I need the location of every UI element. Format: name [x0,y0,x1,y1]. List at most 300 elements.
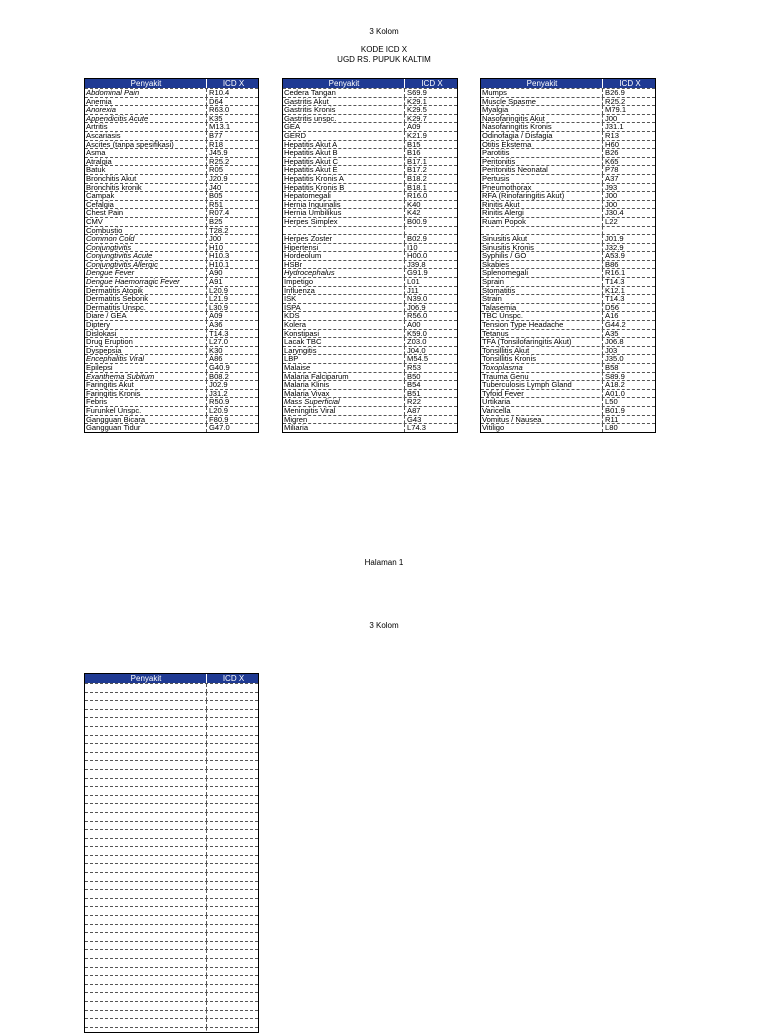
disease-name: Cedera Tangan [284,89,336,97]
empty-cell [206,744,258,752]
icd-code: D56 [602,304,655,312]
icd-code: L01 [404,278,457,286]
disease-name: Combustio [86,226,123,235]
empty-row [85,1027,258,1033]
table-row [283,148,457,157]
disease-name: Common Cold [86,235,135,243]
empty-row [85,769,258,778]
icd-code: J31.1 [602,123,655,131]
header-icd: ICD X [206,79,258,88]
disease-name: Gastritis Akut [284,97,329,106]
disease-name: Exanthema Subitum [86,372,155,381]
table-row [85,406,258,415]
empty-cell [85,684,206,692]
icd-code: J20.9 [206,175,258,183]
table-row [283,217,457,226]
icd-code: R16.0 [404,192,457,200]
disease-name: Impetigo [284,278,314,286]
empty-row [85,812,258,821]
empty-cell [206,1028,258,1033]
icd-code: B26.9 [602,89,655,97]
table-row [481,217,655,226]
empty-cell [85,933,206,941]
table-row [283,406,457,415]
table-row [481,380,655,389]
table-row [85,337,258,346]
empty-cell [85,899,206,907]
disease-name: Stomatitis [482,286,516,295]
table-row [481,260,655,269]
empty-cell [85,847,206,855]
empty-cell [85,959,206,967]
empty-cell [206,890,258,898]
icd-code: M13.1 [206,123,258,131]
table-row [481,157,655,166]
empty-cell [206,710,258,718]
empty-row [85,984,258,993]
empty-cell [206,1002,258,1010]
table-row [481,337,655,346]
table-row [283,363,457,372]
empty-row [85,906,258,915]
table-row [85,397,258,406]
table-row [85,217,258,226]
header-penyakit: Penyakit [526,79,558,88]
empty-row [85,975,258,984]
table-row [283,346,457,355]
table-row [283,183,457,192]
icd-code: J40 [206,184,258,192]
icd-code: R53 [404,364,457,372]
icd-code: K59.0 [404,330,457,338]
icd-code: L22 [602,218,655,226]
empty-cell [85,761,206,769]
table-row [85,268,258,277]
empty-cell [85,787,206,795]
empty-cell [85,890,206,898]
table-row [283,122,457,131]
empty-row [85,915,258,924]
table-row [481,131,655,140]
disease-name: Tonsillitis Akut [482,346,530,355]
empty-row [85,967,258,976]
icd-code: T28.2 [206,227,258,235]
icd-code: N39.0 [404,295,457,303]
empty-cell [85,925,206,933]
table-row [481,243,655,252]
icd-code: B25 [206,218,258,226]
disease-name: Faringitis Kronis [86,389,141,398]
table-row [85,354,258,363]
icd-code: J11 [404,287,457,295]
disease-name: Hepatomegali [284,192,331,200]
table-row [481,363,655,372]
table-row [283,157,457,166]
table-row [283,320,457,329]
page-footer: Halaman 1 [364,558,404,567]
disease-name: Hepatitis Akut E [284,166,338,174]
table-row [481,165,655,174]
table-row [283,337,457,346]
table-row [85,200,258,209]
empty-cell [206,693,258,701]
table-row [283,277,457,286]
icd-code: S89.9 [602,373,655,381]
disease-name: Myalgia [482,106,509,114]
empty-cell [206,856,258,864]
table-row [85,251,258,260]
disease-name: Odinofagia / Disfagia [482,131,553,140]
disease-name: Hordeolum [284,252,322,260]
empty-row [85,683,258,692]
icd-code: B15 [404,141,457,149]
empty-cell [206,1011,258,1019]
icd-code: G47.0 [206,424,258,432]
table-row [85,208,258,217]
empty-row [85,889,258,898]
empty-row [85,786,258,795]
icd-code: R18 [206,141,258,149]
icd-code: H10.3 [206,252,258,260]
empty-cell [85,693,206,701]
icd-code: B18.1 [404,184,457,192]
empty-cell [85,813,206,821]
table-row [85,97,258,106]
empty-cell [206,993,258,1001]
disease-name: Syphilis / GO [482,252,527,260]
disease-name: Herpes Simplex [284,217,338,226]
icd-code: B05 [206,192,258,200]
disease-name: Gastritis Kronis [284,106,336,114]
table-row [283,97,457,106]
empty-row [85,778,258,787]
icd-code: K65 [602,158,655,166]
icd-code: A36 [206,321,258,329]
empty-cell [206,839,258,847]
icd-code: K42 [404,209,457,217]
icd-code: A37 [602,175,655,183]
empty-cell [85,907,206,915]
disease-name: Encephalitis Viral [86,355,145,363]
table-row [283,88,457,97]
table-row [481,122,655,131]
table-row [283,294,457,303]
empty-cell [85,822,206,830]
empty-row [85,735,258,744]
icd-code: A90 [206,269,258,277]
empty-cell [206,976,258,984]
empty-cell [85,873,206,881]
icd-code: H10.1 [206,261,258,269]
empty-cell [206,1019,258,1027]
header-icd: ICD X [602,79,655,88]
icd-code: J00 [206,235,258,243]
icd-code: A35 [602,330,655,338]
icd-code: K29.7 [404,115,457,123]
empty-cell [85,753,206,761]
icd-code: J30.4 [602,209,655,217]
disease-name: Conjungtivitis [86,243,132,252]
table-row [85,157,258,166]
table-header [481,79,655,88]
icd-code: J32.9 [602,244,655,252]
icd-code: B54 [404,381,457,389]
disease-name: Miliaria [284,424,309,432]
table-row [85,140,258,149]
icd-code: K29.1 [404,98,457,106]
disease-name: Campak [86,192,115,200]
icd-code: R25.2 [602,98,655,106]
table-row [85,277,258,286]
table-row [283,423,457,432]
table-row [481,311,655,320]
empty-cell [85,727,206,735]
icd-code: L20.9 [206,287,258,295]
table-row [481,329,655,338]
table-row [481,148,655,157]
empty-row [85,752,258,761]
empty-row [85,898,258,907]
table-row [283,200,457,209]
disease-name: Mumps [482,89,507,97]
empty-cell [85,882,206,890]
disease-name: Dermatitis Seborik [86,295,149,303]
disease-name: Gangguan Bicara [86,415,146,424]
disease-name: Bronchitis kronik [86,183,142,192]
disease-name: Ruam Popok [482,217,526,226]
empty-row [85,881,258,890]
disease-name: Anorexia [86,106,116,114]
disease-name: Tyfoid Fever [482,389,524,398]
disease-name: Furunkel Unspc. [86,406,142,415]
empty-cell [206,950,258,958]
table-header [283,79,457,88]
icd-code: R22 [404,398,457,406]
disease-name: Drug Eruption [86,338,133,346]
empty-row [85,717,258,726]
icd-code: R25.2 [206,158,258,166]
disease-name: Appendicitis Acute [86,114,149,123]
icd-code: B51 [404,390,457,398]
table-row [283,140,457,149]
disease-name: Herpes Zoster [284,235,333,243]
disease-name: Parotitis [482,149,510,157]
disease-name: Sinusitis Akut [482,235,528,243]
icd-code: M79.1 [602,106,655,114]
empty-cell [85,993,206,1001]
icd-code: T14.3 [602,278,655,286]
icd-code: A00 [404,321,457,329]
empty-row [85,924,258,933]
icd-table-column-1 [84,78,259,433]
icd-code: J31.2 [206,390,258,398]
empty-row [85,760,258,769]
empty-row [85,958,258,967]
icd-code: G44.2 [602,321,655,329]
disease-name: Tension Type Headache [482,321,564,329]
empty-row [85,838,258,847]
disease-name: Conjungtivitis Allergic [86,260,158,269]
disease-name: Splenomegali [482,269,529,278]
table-row [283,389,457,398]
disease-name: Bronchitis Akut [86,174,137,183]
header-icd: ICD X [404,79,457,88]
table-row [481,200,655,209]
disease-name: Hipertensi [284,243,319,252]
table-row [481,183,655,192]
empty-cell [206,822,258,830]
disease-name: Tonsillitis Kronis [482,355,537,363]
icd-code: L21.9 [206,295,258,303]
table-row [481,389,655,398]
icd-code: A86 [206,355,258,363]
empty-cell [85,796,206,804]
table-row [481,303,655,312]
table-row [85,226,258,235]
icd-code: L80 [602,424,655,432]
table-row [85,346,258,355]
icd-code [602,227,655,235]
empty-row [85,1010,258,1019]
header-penyakit: Penyakit [328,79,360,88]
disease-name: Hepatitis Kronis B [284,183,345,192]
empty-cell [206,736,258,744]
disease-name: Urtikaria [482,398,511,406]
empty-cell [85,710,206,718]
empty-cell [85,968,206,976]
disease-name: Influenza [284,286,315,295]
empty-cell [85,1019,206,1027]
disease-name: KDS [284,312,300,321]
table-row [85,114,258,123]
icd-code: F80.9 [206,416,258,424]
disease-name: Diare / GEA [86,312,127,321]
table-row [283,251,457,260]
empty-cell [206,942,258,950]
empty-row [85,1001,258,1010]
header-icd: ICD X [206,674,258,683]
disease-name: Dermatitis Unspc. [86,303,146,312]
empty-cell [206,847,258,855]
disease-name: Chest Pain [86,209,124,217]
icd-code: R16.1 [602,269,655,277]
empty-cell [206,684,258,692]
table-header [85,79,258,88]
table-row [85,148,258,157]
empty-cell [85,744,206,752]
disease-name: Hepatitis Akut C [284,157,339,166]
icd-code: B50 [404,373,457,381]
empty-cell [206,864,258,872]
disease-name: Tetanus [482,329,509,338]
empty-cell [206,968,258,976]
disease-name: Atralgia [86,157,112,166]
empty-cell [85,1011,206,1019]
disease-name: Peritonitis Neonatal [482,166,548,174]
empty-cell [85,942,206,950]
icd-code: B16 [404,149,457,157]
disease-name: Faringitis Akut [86,381,134,389]
disease-name: TFA (Tonsilofaringitis Akut) [482,338,572,346]
icd-code: L50 [602,398,655,406]
disease-name: Tuberculosis Lymph Gland [482,381,572,389]
disease-name: Vitiligo [482,424,505,432]
disease-name: Migren [284,415,308,424]
icd-code: A09 [206,312,258,320]
icd-code: J00 [602,201,655,209]
table-row [283,208,457,217]
disease-name: Meningitis Viral [284,406,336,415]
disease-name: Kolera [284,321,306,329]
empty-cell [85,864,206,872]
table-row [85,303,258,312]
table-row [85,243,258,252]
empty-cell [85,985,206,993]
icd-table-column-2 [282,78,458,433]
empty-row [85,743,258,752]
table-header [85,674,258,683]
table-row [481,114,655,123]
table-row [283,286,457,295]
page1-header: 3 Kolom [369,27,399,36]
table-row [85,320,258,329]
table-row [283,105,457,114]
table-row [481,140,655,149]
icd-code: R05 [206,166,258,174]
table-row [481,397,655,406]
icd-code: Z03.0 [404,338,457,346]
empty-cell [206,770,258,778]
table-row [283,372,457,381]
table-row [283,226,457,235]
table-row [481,286,655,295]
empty-row [85,949,258,958]
table-row [85,165,258,174]
icd-code: B26 [602,149,655,157]
empty-row [85,692,258,701]
icd-code: K12.1 [602,287,655,295]
table-row [481,346,655,355]
table-row [481,191,655,200]
disease-name: Otitis Eksterna [482,140,532,149]
icd-code: A18.2 [602,381,655,389]
disease-name: Malaise [284,364,311,372]
disease-name: Hernia Inguinalis [284,200,341,209]
table-row [481,174,655,183]
icd-code: G40.9 [206,364,258,372]
icd-code: B86 [602,261,655,269]
table-row [283,311,457,320]
icd-code: B02.9 [404,235,457,243]
disease-name: Vomitus / Nausea [482,415,542,424]
table-row [481,97,655,106]
empty-cell [206,761,258,769]
disease-name: Strain [482,295,502,303]
disease-name: Pertusis [482,174,510,183]
empty-row [85,821,258,830]
header-penyakit: Penyakit [130,79,162,88]
empty-cell [206,813,258,821]
table-row [283,191,457,200]
empty-cell [206,899,258,907]
empty-cell [85,718,206,726]
empty-cell [85,830,206,838]
table-row [283,243,457,252]
empty-cell [206,933,258,941]
disease-name: Conjungtivitis Acute [86,252,153,260]
table-row [85,372,258,381]
icd-code: B18.2 [404,175,457,183]
